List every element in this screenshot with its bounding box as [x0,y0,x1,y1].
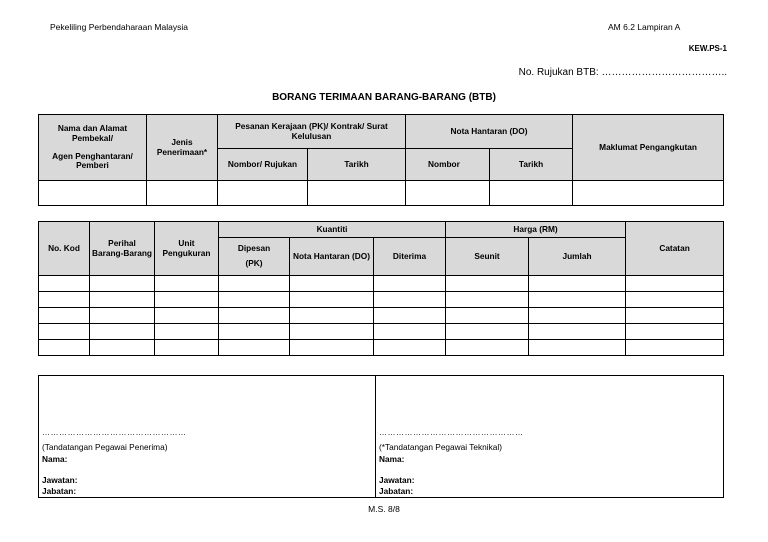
table-row [39,181,724,206]
qty-ordered-label: Dipesan [237,243,271,254]
technical-position-label: Jawatan: [379,475,415,485]
cell[interactable] [290,340,374,356]
table-row [39,292,724,308]
cell[interactable] [155,324,219,340]
cell[interactable] [446,276,529,292]
cell[interactable] [626,276,724,292]
cell[interactable] [290,276,374,292]
cell[interactable] [626,324,724,340]
cell[interactable] [90,276,155,292]
cell[interactable] [90,340,155,356]
cell[interactable] [446,308,529,324]
cell[interactable] [39,292,90,308]
cell[interactable] [219,324,290,340]
do-number-header: Nombor [406,149,490,181]
cell[interactable] [290,292,374,308]
do-number-cell[interactable] [406,181,490,206]
order-group-header: Pesanan Kerajaan (PK)/ Kontrak/ Surat Kelulusan [218,115,406,149]
cell[interactable] [374,276,446,292]
cell[interactable] [290,308,374,324]
cell[interactable] [374,324,446,340]
notes-header: Catatan [626,222,724,276]
cell[interactable] [529,292,626,308]
cell[interactable] [529,308,626,324]
cell[interactable] [529,324,626,340]
header-left: Pekeliling Perbendaharaan Malaysia [50,22,188,32]
reference-number: No. Rujukan BTB: ……………………………….. [518,67,727,78]
receipt-type-header: Jenis Penerimaan* [147,115,218,181]
table-row [39,340,724,356]
cell[interactable] [626,292,724,308]
order-date-header: Tarikh [308,149,406,181]
receiver-position-label: Jawatan: [42,475,78,485]
qty-ordered-sublabel: (PK) [245,258,263,268]
price-group-header: Harga (RM) [446,222,626,238]
table-row [39,308,724,324]
cell[interactable] [219,276,290,292]
cell[interactable] [39,324,90,340]
receipt-type-cell[interactable] [147,181,218,206]
do-group-header: Nota Hantaran (DO) [406,115,573,149]
cell[interactable] [90,292,155,308]
table-row [39,276,724,292]
qty-received-header: Diterima [374,238,446,276]
receiver-department-label: Jabatan: [42,486,77,496]
technical-name-label: Nama: [379,454,405,464]
cell[interactable] [219,308,290,324]
cell[interactable] [219,340,290,356]
signature-divider [375,376,376,497]
cell[interactable] [374,340,446,356]
cell[interactable] [90,324,155,340]
do-date-header: Tarikh [490,149,573,181]
page-number: M.S. 8/8 [368,504,400,514]
qty-ordered-header [219,238,290,276]
qty-do-header: Nota Hantaran (DO) [290,238,374,276]
quantity-group-header: Kuantiti [219,222,446,238]
code-header: No. Kod [39,222,90,276]
cell[interactable] [626,340,724,356]
cell[interactable] [39,340,90,356]
cell[interactable] [155,292,219,308]
price-unit-header: Seunit [446,238,529,276]
cell[interactable] [90,308,155,324]
cell[interactable] [155,308,219,324]
items-table [38,221,724,356]
page-title: BORANG TERIMAAN BARANG-BARANG (BTB) [272,92,496,103]
cell[interactable] [529,340,626,356]
technical-caption: (*Tandatangan Pegawai Teknikal) [379,442,502,452]
cell[interactable] [374,308,446,324]
order-number-cell[interactable] [218,181,308,206]
cell[interactable] [219,292,290,308]
order-date-cell[interactable] [308,181,406,206]
receiver-signature-line[interactable]: …………………………………………… [42,428,187,437]
cell[interactable] [155,340,219,356]
price-total-header: Jumlah [529,238,626,276]
cell[interactable] [446,324,529,340]
receiver-name-label: Nama: [42,454,68,464]
supplier-header-line2: Agen Penghantaran/ Pemberi [52,150,133,171]
supplier-header [39,115,147,181]
cell[interactable] [290,324,374,340]
cell[interactable] [39,308,90,324]
supplier-table [38,114,724,206]
supplier-header-line1: Nama dan Alamat Pembekal/ [57,123,128,143]
cell[interactable] [529,276,626,292]
unit-header: Unit Pengukuran [155,222,219,276]
cell[interactable] [39,276,90,292]
technical-signature-line[interactable]: …………………………………………… [379,428,524,437]
item-header: Perihal Barang-Barang [90,222,155,276]
do-date-cell[interactable] [490,181,573,206]
header-right: AM 6.2 Lampiran A [608,22,681,32]
supplier-cell[interactable] [39,181,147,206]
signature-box [38,375,724,498]
cell[interactable] [155,276,219,292]
technical-department-label: Jabatan: [379,486,414,496]
cell[interactable] [446,292,529,308]
transport-cell[interactable] [573,181,724,206]
transport-header: Maklumat Pengangkutan [573,115,724,181]
cell[interactable] [626,308,724,324]
order-number-header: Nombor/ Rujukan [218,149,308,181]
table-row [39,324,724,340]
form-code: KEW.PS-1 [688,44,727,53]
receiver-caption: (Tandatangan Pegawai Penerima) [42,442,168,452]
cell[interactable] [374,292,446,308]
cell[interactable] [446,340,529,356]
